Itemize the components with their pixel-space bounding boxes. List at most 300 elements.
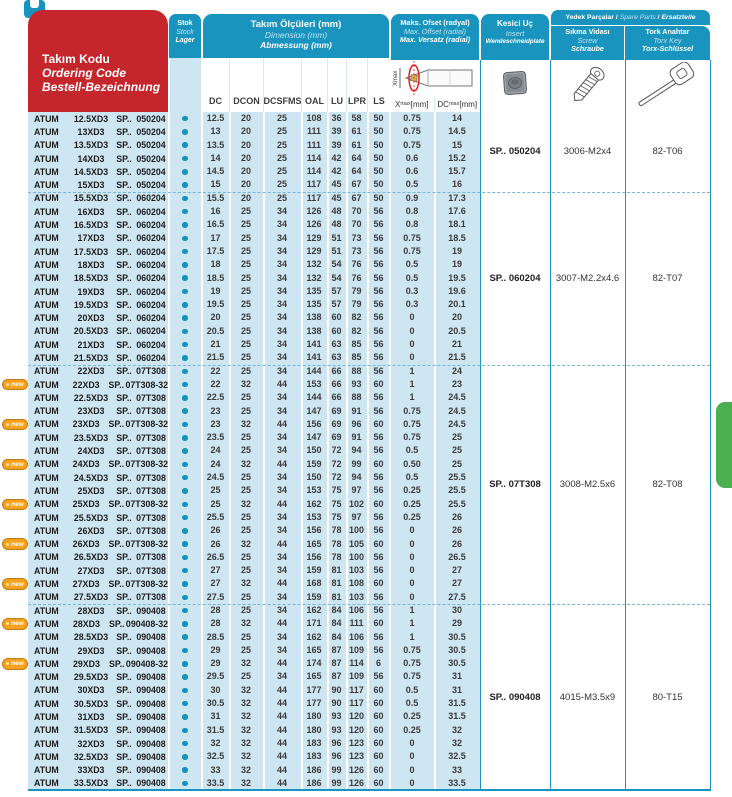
code-sp: SP.. [116, 565, 132, 576]
cell-dc: 14 [210, 152, 221, 163]
cell-lu: 96 [331, 737, 342, 748]
code-sp: SP.. [116, 392, 132, 403]
screw-icon [557, 62, 617, 110]
table-row [0, 298, 480, 311]
cell-dc: 32.5 [206, 751, 225, 762]
cell-dc: 30 [210, 684, 221, 695]
cell-dcon: 32 [240, 578, 251, 589]
group-screw-code: 3008-M2.5x6 [559, 478, 616, 490]
code-size: 28XD3 [77, 605, 105, 616]
code-sp: SP.. [116, 765, 132, 776]
cell-lu: 78 [331, 551, 342, 562]
table-row [0, 125, 480, 138]
code-brand: ATUM [34, 499, 59, 510]
cell-dcsfms: 34 [276, 285, 287, 296]
cell-lu: 36 [331, 113, 342, 123]
code-sp: SP.. [116, 751, 132, 762]
cell-xmax: 0.9 [405, 192, 419, 203]
cell-dcon: 25 [240, 352, 251, 363]
code-brand: ATUM [34, 672, 59, 683]
cell-dcsfms: 34 [276, 445, 287, 456]
cell-dc: 30.5 [206, 698, 225, 709]
code-brand: ATUM [34, 472, 59, 483]
new-badge-cell [0, 459, 28, 471]
cell-ls: 50 [373, 166, 384, 177]
dim-title-de: Abmessung (mm) [260, 40, 332, 50]
cell-dc: 22 [210, 378, 221, 389]
code-brand: ATUM [34, 140, 59, 151]
cell-dcsfms: 44 [276, 378, 287, 389]
dcmax-sub: max [448, 101, 460, 107]
stock-dot-icon [182, 488, 188, 494]
dcmax-base: DC [437, 99, 449, 109]
cell-dcmax: 18.1 [448, 219, 466, 230]
code-brand: ATUM [34, 512, 59, 523]
cell-dcmax: 20 [451, 312, 462, 323]
col-label-dc: DC [209, 96, 222, 106]
cell-oal: 147 [306, 432, 322, 443]
tool-code-cell [28, 300, 168, 310]
tool-code-cell [28, 459, 168, 469]
code-brand: ATUM [34, 339, 59, 350]
cell-dcmax: 14 [451, 113, 462, 123]
stock-cell [168, 475, 202, 481]
cell-dcmax: 33.5 [448, 777, 466, 788]
cell-dcsfms: 34 [276, 272, 287, 283]
code-brand: ATUM [34, 778, 59, 789]
code-brand: ATUM [34, 738, 59, 749]
code-size: 30XD3 [77, 685, 105, 696]
code-size: 13.5XD3 [73, 140, 109, 151]
code-brand: ATUM [34, 313, 59, 324]
cell-oal: 186 [306, 777, 322, 788]
cell-oal: 156 [306, 418, 322, 429]
cell-ls: 56 [373, 631, 384, 642]
spares-title-de: Ersatzteile [661, 14, 696, 21]
table-row [0, 697, 480, 710]
code-sp: SP.. [116, 286, 132, 297]
cell-xmax: 0.50 [403, 458, 421, 469]
offset-column-labels [390, 96, 480, 112]
cell-dcmax: 25.5 [448, 485, 466, 496]
new-badge [2, 459, 28, 471]
page-edge-tab [716, 402, 732, 488]
cell-ls: 56 [373, 285, 384, 296]
cell-lu: 45 [331, 192, 342, 203]
stock-dot-icon [182, 661, 188, 667]
stock-dot-icon [182, 182, 188, 188]
stock-dot-icon [182, 342, 188, 348]
cell-dcsfms: 34 [276, 232, 287, 243]
cell-oal: 156 [306, 525, 322, 536]
cell-oal: 177 [306, 698, 322, 709]
code-insert-ref: 050204 [136, 153, 166, 164]
cell-dcsfms: 34 [276, 432, 287, 443]
table-row [0, 272, 480, 285]
cell-dc: 20 [210, 312, 221, 323]
code-insert-ref: 090408 [136, 725, 166, 736]
stock-cell [168, 329, 202, 335]
code-insert-ref: 07T308-32 [125, 419, 168, 430]
table-row [0, 285, 480, 298]
code-insert-ref: 07T308-32 [125, 459, 168, 470]
table-row [0, 657, 480, 670]
cell-dcsfms: 44 [276, 578, 287, 589]
new-badge-label: new [11, 381, 24, 389]
tool-code-cell [28, 260, 168, 270]
screw-title-tr: Sıkma Vidası [565, 27, 610, 36]
cell-lu: 87 [331, 658, 342, 669]
cell-oal: 150 [306, 472, 322, 483]
tool-code-cell [28, 778, 168, 788]
cell-dc: 25 [210, 498, 221, 509]
code-insert-ref: 050204 [136, 113, 166, 124]
stock-dot-icon [182, 262, 188, 268]
tool-code-cell [28, 154, 168, 164]
new-badge-spark-icon [6, 583, 9, 586]
cell-dcsfms: 34 [276, 339, 287, 350]
cell-oal: 111 [306, 126, 322, 137]
cell-dcmax: 23 [451, 378, 462, 389]
cell-oal: 117 [306, 192, 322, 203]
cell-lu: 42 [331, 152, 342, 163]
new-badge-label: new [11, 540, 24, 548]
cell-lu: 60 [331, 325, 342, 336]
cell-lpr: 102 [348, 498, 365, 509]
code-size: 22.5XD3 [73, 392, 109, 403]
stock-dot-icon [182, 382, 188, 388]
cell-lu: 63 [331, 352, 342, 363]
cell-dcon: 32 [240, 764, 251, 775]
cell-dcon: 25 [240, 445, 251, 456]
cell-ls: 56 [373, 299, 384, 310]
cell-xmax: 1 [409, 631, 415, 642]
tool-code-cell [28, 127, 168, 137]
cell-lu: 75 [331, 498, 342, 509]
code-size: 26XD3 [72, 539, 100, 550]
new-badge-label: new [11, 620, 24, 628]
code-sp: SP.. [116, 712, 132, 722]
cell-dcmax: 32 [451, 737, 462, 748]
stock-cell [168, 595, 202, 601]
tool-code-cell [28, 313, 168, 323]
code-insert-ref: 090408 [136, 605, 166, 616]
cell-dcsfms: 34 [276, 245, 287, 256]
col-label-dcsfms: DCSFMS [263, 58, 301, 112]
cell-ls: 56 [373, 604, 384, 615]
cell-dcmax: 26 [451, 525, 462, 536]
stock-dot-icon [182, 462, 188, 468]
cell-lpr: 117 [349, 698, 364, 709]
code-sp: SP.. [116, 273, 132, 284]
cell-dcsfms: 25 [276, 113, 287, 123]
code-brand: ATUM [34, 259, 59, 270]
cell-oal: 129 [306, 245, 322, 256]
cell-oal: 159 [306, 458, 322, 469]
code-brand: ATUM [34, 326, 59, 337]
cell-lu: 42 [331, 166, 342, 177]
cell-dc: 16.5 [206, 219, 225, 230]
cell-dcon: 25 [240, 259, 251, 270]
cell-ls: 50 [373, 139, 384, 150]
tool-code-cell [28, 552, 168, 562]
cell-dcon: 32 [240, 658, 251, 669]
cell-dcsfms: 44 [276, 458, 287, 469]
stock-label-tr: Stok [177, 20, 193, 27]
cell-xmax: 0 [409, 325, 415, 336]
code-sp: SP.. [116, 206, 132, 217]
new-badge-cell [0, 658, 28, 670]
table-row [0, 139, 480, 152]
table-row [0, 737, 480, 750]
cell-dcsfms: 44 [276, 777, 287, 788]
cell-ls: 60 [373, 498, 384, 509]
code-insert-ref: 07T308 [136, 406, 166, 417]
cell-lpr: 105 [348, 538, 365, 549]
tool-code-cell [28, 406, 168, 416]
stock-cell [168, 422, 202, 428]
code-sp: SP.. [116, 698, 132, 709]
cell-dcmax: 24.5 [448, 418, 466, 429]
cell-ls: 60 [373, 684, 384, 695]
new-badge-cell [0, 379, 28, 391]
stock-cell [168, 541, 202, 547]
ordering-code-header [28, 10, 168, 112]
code-brand: ATUM [34, 406, 59, 417]
stock-dot-icon [182, 568, 188, 574]
cell-xmax: 0.6 [405, 152, 419, 163]
cell-lu: 54 [331, 259, 342, 270]
cell-oal: 132 [306, 259, 322, 270]
table-row [0, 378, 480, 391]
cell-lu: 39 [331, 139, 342, 150]
cell-ls: 56 [373, 232, 384, 243]
cell-dcon: 20 [240, 166, 251, 177]
code-sp: SP.. [116, 299, 132, 310]
cell-dc: 12.5 [206, 113, 225, 123]
cell-dc: 21.5 [206, 352, 225, 363]
code-brand: ATUM [34, 166, 59, 177]
cell-lpr: 120 [348, 711, 365, 722]
new-badge-spark-icon [6, 503, 9, 506]
cell-xmax: 0.5 [405, 472, 419, 483]
code-sp: SP.. [116, 778, 132, 789]
cell-dc: 17 [210, 232, 221, 243]
stock-dot-icon [182, 728, 188, 734]
offset-title-de: Max. Versatz (radial) [399, 35, 471, 45]
code-brand: ATUM [34, 180, 59, 191]
stock-dot-icon [182, 422, 188, 428]
cell-dcmax: 21.5 [448, 352, 466, 363]
cell-oal: 156 [306, 551, 322, 562]
cell-dcmax: 31.5 [448, 698, 466, 709]
cell-oal: 135 [306, 285, 322, 296]
code-sp: SP.. [108, 459, 125, 470]
cell-dc: 33.5 [206, 777, 225, 788]
stock-dot-icon [182, 448, 188, 454]
stock-cell [168, 448, 202, 454]
cell-dcmax: 15.7 [448, 166, 466, 177]
cell-lpr: 126 [348, 777, 365, 788]
cell-dcon: 20 [240, 113, 251, 123]
code-insert-ref: 060204 [136, 259, 166, 270]
cell-ls: 56 [373, 206, 384, 217]
code-brand: ATUM [34, 459, 59, 470]
cell-dcon: 32 [240, 698, 251, 709]
code-insert-ref: 07T308-32 [125, 379, 168, 390]
stock-cell [168, 555, 202, 561]
code-insert-ref: 050204 [136, 126, 166, 137]
cell-dcsfms: 25 [276, 192, 287, 203]
code-size: 28.5XD3 [73, 632, 109, 643]
cell-lpr: 61 [351, 126, 362, 137]
cell-ls: 60 [373, 538, 384, 549]
cell-ls: 56 [373, 259, 384, 270]
cell-dcsfms: 34 [276, 405, 287, 416]
cell-dc: 19 [210, 285, 221, 296]
table-row [0, 405, 480, 418]
col-label-ls: LS [367, 58, 390, 112]
cell-xmax: 0.8 [405, 206, 419, 217]
code-sp: SP.. [116, 313, 132, 324]
cell-dcon: 25 [240, 472, 251, 483]
cell-lpr: 91 [351, 432, 362, 443]
code-size: 14XD3 [77, 153, 105, 164]
cell-dcsfms: 44 [276, 658, 287, 669]
screw-header [551, 26, 624, 60]
code-brand: ATUM [34, 552, 59, 563]
cell-ls: 56 [373, 272, 384, 283]
cell-xmax: 0.6 [405, 166, 419, 177]
cell-oal: 129 [306, 232, 322, 243]
code-size: 20XD3 [77, 313, 105, 324]
cell-oal: 165 [306, 671, 322, 682]
cell-oal: 144 [306, 365, 322, 376]
cell-lu: 57 [331, 285, 342, 296]
cell-dc: 25.5 [206, 511, 225, 522]
cell-xmax: 0.25 [403, 711, 421, 722]
ordering-code-title-en: Ordering Code [42, 66, 127, 80]
tool-code-cell [28, 419, 168, 429]
insert-header [481, 14, 549, 60]
cell-dcmax: 25.5 [448, 498, 466, 509]
cell-ls: 60 [373, 458, 384, 469]
cell-lpr: 94 [351, 445, 362, 456]
tool-code-cell [28, 220, 168, 230]
cell-dcsfms: 34 [276, 352, 287, 363]
cell-oal: 126 [306, 206, 322, 217]
cell-oal: 114 [306, 152, 322, 163]
cell-dcon: 32 [240, 458, 251, 469]
code-sp: SP.. [116, 592, 132, 603]
screw-title-de: Schraube [571, 44, 604, 54]
stock-cell [168, 142, 202, 148]
tool-code-cell [28, 752, 168, 762]
code-insert-ref: 060204 [136, 193, 166, 204]
code-sp: SP.. [116, 406, 132, 417]
cell-dcsfms: 44 [276, 538, 287, 549]
cell-ls: 60 [373, 618, 384, 629]
cell-lu: 54 [331, 272, 342, 283]
cell-lu: 66 [331, 365, 342, 376]
cell-dcon: 25 [240, 339, 251, 350]
cell-lpr: 99 [351, 458, 362, 469]
stock-dot-icon [182, 355, 188, 361]
cell-lu: 69 [331, 432, 342, 443]
cell-dcsfms: 34 [276, 325, 287, 336]
group-torx-code: 82-T07 [652, 272, 683, 284]
cell-oal: 165 [306, 644, 322, 655]
code-sp: SP.. [108, 658, 125, 669]
code-sp: SP.. [116, 326, 132, 337]
new-badge-spark-icon [6, 423, 9, 426]
code-insert-ref: 07T308 [136, 552, 166, 563]
screw-title-en: Screw [577, 35, 598, 45]
cell-ls: 56 [373, 219, 384, 230]
code-brand: ATUM [34, 565, 59, 576]
stock-dot-icon [182, 767, 188, 773]
stock-cell [168, 129, 202, 135]
cell-lpr: 109 [348, 671, 365, 682]
code-brand: ATUM [34, 379, 59, 390]
stock-cell [168, 701, 202, 707]
cell-dcmax: 19.6 [448, 285, 466, 296]
table-row [0, 631, 480, 644]
code-sp: SP.. [108, 579, 125, 590]
stock-cell [168, 262, 202, 268]
cell-dc: 24 [210, 445, 221, 456]
group-insert-code: SP.. 090408 [489, 691, 541, 703]
cell-lpr: 111 [349, 618, 364, 629]
cell-dcmax: 17.6 [448, 206, 466, 217]
code-sp: SP.. [116, 738, 132, 749]
code-sp: SP.. [116, 472, 132, 483]
cell-lu: 72 [331, 445, 342, 456]
cell-oal: 168 [306, 578, 322, 589]
table-row [0, 165, 480, 178]
tool-code-cell [28, 180, 168, 190]
code-size: 19XD3 [77, 286, 105, 297]
cell-dcmax: 24 [451, 365, 462, 376]
cell-dcon: 25 [240, 299, 251, 310]
cell-oal: 159 [306, 591, 322, 602]
code-size: 25.5XD3 [73, 512, 109, 523]
code-brand: ATUM [34, 206, 59, 217]
cell-ls: 56 [373, 339, 384, 350]
cell-lpr: 73 [351, 232, 362, 243]
stock-cell [168, 222, 202, 228]
cell-lu: 57 [331, 299, 342, 310]
cell-dcon: 32 [240, 418, 251, 429]
code-sp: SP.. [116, 446, 132, 457]
code-sp: SP.. [108, 539, 125, 550]
cell-dcon: 20 [240, 192, 251, 203]
cell-dc: 29.5 [206, 671, 225, 682]
cell-dcsfms: 34 [276, 365, 287, 376]
table-row [0, 218, 480, 231]
cell-dcsfms: 34 [276, 565, 287, 576]
cell-dcon: 25 [240, 245, 251, 256]
code-insert-ref: 090408 [136, 632, 166, 643]
code-insert-ref: 060204 [136, 233, 166, 244]
cell-dc: 21 [210, 339, 221, 350]
col-label-oal: OAL [301, 58, 327, 112]
new-badge-spark-icon [6, 662, 9, 665]
cell-xmax: 1 [409, 618, 415, 629]
cell-dcon: 32 [240, 751, 251, 762]
stock-cell [168, 156, 202, 162]
code-size: 16.5XD3 [73, 220, 109, 231]
